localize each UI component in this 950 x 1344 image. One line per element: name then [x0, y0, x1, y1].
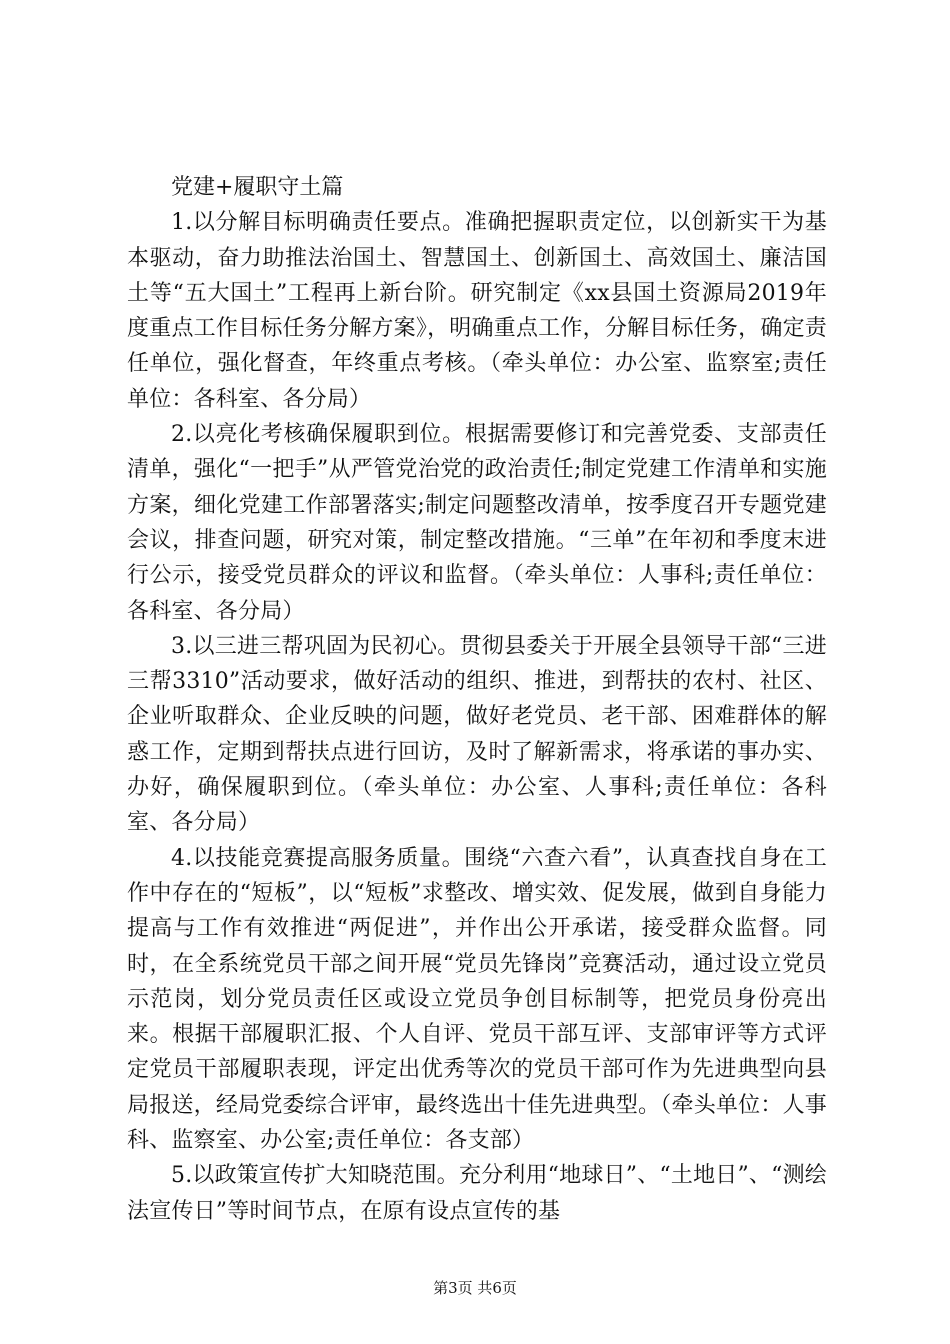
paragraph-3: 3.以三进三帮巩固为民初心。贯彻县委关于开展全县领导干部“三进三帮3310”活动要求，做好活动的组织、推进，到帮扶的农村、社区、企业听取群众、企业反映的问题，做好老党员、老干部、困难群体的解惑工作，定期到帮扶点进行回访，及时了解新需求，将承诺的事办实、办好，确保履职到位。（牵头单位：办公室、人事科;责任单位：各科室、各分局） — [127, 633, 827, 836]
section-title: 党建+履职守土篇 — [171, 175, 344, 200]
paragraph-4: 4.以技能竞赛提高服务质量。围绕“六查六看”，认真查找自身在工作中存在的“短板”，以“短板”求整改、增实效、促发展，做到自身能力提高与工作有效推进“两促进”，并作出公开承诺，接受群众监督。同时，在全系统党员干部之间开展“党员先锋岗”竞赛活动，通过设立党员示范岗，划分党员责任区或设立党员争创目标制等，把党员身份亮出来。根据干部履职汇报、个人自评、党员干部互评、支部审评等方式评定党员干部履职表现，评定出优秀等次的党员干部可作为先进典型向县局报送，经局党委综合评审，最终选出十佳先进典型。（牵头单位：人事科、监察室、办公室;责任单位：各支部） — [127, 845, 827, 1154]
paragraph-1: 1.以分解目标明确责任要点。准确把握职责定位，以创新实干为基本驱动，奋力助推法治国土、智慧国土、创新国土、高效国土、廉洁国土等“五大国土”工程再上新台阶。研究制定《xx县国土资源局2019年度重点工作目标任务分解方案》，明确重点工作，分解目标任务，确定责任单位，强化督查，年终重点考核。（牵头单位：办公室、监察室;责任单位：各科室、各分局） — [127, 210, 827, 412]
paragraph-2: 2.以亮化考核确保履职到位。根据需要修订和完善党委、支部责任清单，强化“一把手”从严管党治党的政治责任;制定党建工作清单和实施方案，细化党建工作部署落实;制定问题整改清单，按季度召开专题党建会议，排查问题，研究对策，制定整改措施。“三单”在年初和季度末进行公示，接受党员群众的评议和监督。（牵头单位：人事科;责任单位：各科室、各分局） — [127, 422, 827, 624]
paragraph-5: 5.以政策宣传扩大知晓范围。充分利用“地球日”、“土地日”、“测绘法宣传日”等时间节点，在原有设点宣传的基 — [127, 1163, 827, 1224]
page-footer: 第3页 共6页 — [433, 1279, 517, 1297]
document-body — [127, 170, 827, 1229]
